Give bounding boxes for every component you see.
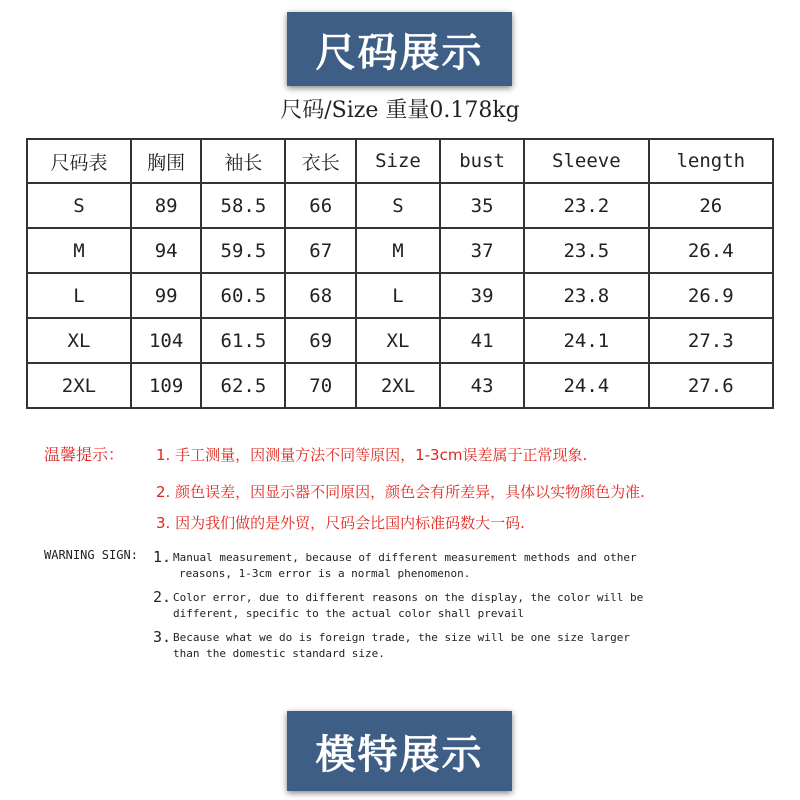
table-header-cell: length — [649, 139, 773, 183]
warning-item-line: reasons, 1-3cm error is a normal phenomenon. — [179, 567, 471, 580]
table-cell: 23.5 — [524, 228, 648, 273]
table-header-cell: 衣长 — [285, 139, 355, 183]
size-chart-table — [26, 138, 774, 409]
table-cell: 27.3 — [649, 318, 773, 363]
warning-item-line: Manual measurement, because of different measurement methods and other — [173, 551, 637, 564]
table-cell: 43 — [440, 363, 524, 408]
table-cell: 39 — [440, 273, 524, 318]
table-cell: 67 — [285, 228, 355, 273]
table-cell: XL — [356, 318, 440, 363]
size-display-banner — [287, 12, 512, 86]
table-cell: L — [27, 273, 131, 318]
table-cell: 2XL — [356, 363, 440, 408]
table-cell: 37 — [440, 228, 524, 273]
warning-label: WARNING SIGN: — [44, 548, 138, 562]
table-cell: 62.5 — [201, 363, 285, 408]
table-cell: 104 — [131, 318, 201, 363]
size-weight-subtitle: 尺码/Size 重量0.178kg — [280, 98, 520, 123]
table-cell: 2XL — [27, 363, 131, 408]
size-display-title: 尺码展示 — [315, 29, 484, 76]
warning-item-number: 2. — [153, 588, 172, 606]
table-header-cell: Size — [356, 139, 440, 183]
table-cell: 99 — [131, 273, 201, 318]
table-row — [27, 273, 773, 318]
table-header-cell: 胸围 — [131, 139, 201, 183]
table-cell: 26.9 — [649, 273, 773, 318]
table-header-cell: 尺码表 — [27, 139, 131, 183]
table-cell: 23.8 — [524, 273, 648, 318]
table-cell: M — [27, 228, 131, 273]
tip-cn-item: 2. 颜色误差，因显示器不同原因，颜色会有所差异，具体以实物颜色为准. — [156, 483, 645, 501]
table-header-cell: 袖长 — [201, 139, 285, 183]
table-header-cell: bust — [440, 139, 524, 183]
table-row — [27, 318, 773, 363]
table-cell: 68 — [285, 273, 355, 318]
table-cell: 26.4 — [649, 228, 773, 273]
table-cell: 70 — [285, 363, 355, 408]
table-row — [27, 363, 773, 408]
table-cell: 94 — [131, 228, 201, 273]
table-cell: 26 — [649, 183, 773, 228]
table-cell: 61.5 — [201, 318, 285, 363]
warning-item-line: different, specific to the actual color shall prevail — [173, 607, 524, 620]
table-cell: S — [356, 183, 440, 228]
warning-item-number: 1. — [153, 548, 172, 566]
table-cell: 109 — [131, 363, 201, 408]
table-cell: 23.2 — [524, 183, 648, 228]
table-row — [27, 183, 773, 228]
warning-item-number: 3. — [153, 628, 172, 646]
table-cell: 35 — [440, 183, 524, 228]
table-cell: S — [27, 183, 131, 228]
table-cell: 60.5 — [201, 273, 285, 318]
table-cell: 24.4 — [524, 363, 648, 408]
table-cell: 89 — [131, 183, 201, 228]
tip-cn-item: 1. 手工测量，因测量方法不同等原因，1-3cm误差属于正常现象. — [156, 446, 588, 464]
table-cell: M — [356, 228, 440, 273]
table-row — [27, 228, 773, 273]
table-cell: L — [356, 273, 440, 318]
model-display-title: 模特展示 — [315, 731, 484, 778]
table-cell: 24.1 — [524, 318, 648, 363]
table-cell: 59.5 — [201, 228, 285, 273]
tip-cn-item: 3. 因为我们做的是外贸，尺码会比国内标准码数大一码. — [156, 514, 525, 532]
warning-item-line: Color error, due to different reasons on the display, the color will be — [173, 591, 644, 604]
table-header-row — [27, 139, 773, 183]
table-cell: 27.6 — [649, 363, 773, 408]
table-cell: 41 — [440, 318, 524, 363]
table-cell: 66 — [285, 183, 355, 228]
warning-item-line: than the domestic standard size. — [173, 647, 385, 660]
table-cell: 69 — [285, 318, 355, 363]
table-cell: 58.5 — [201, 183, 285, 228]
warning-item-line: Because what we do is foreign trade, the size will be one size larger — [173, 631, 630, 644]
tips-cn-label: 温馨提示： — [44, 445, 125, 464]
table-header-cell: Sleeve — [524, 139, 648, 183]
model-display-banner — [287, 711, 512, 791]
table-cell: XL — [27, 318, 131, 363]
